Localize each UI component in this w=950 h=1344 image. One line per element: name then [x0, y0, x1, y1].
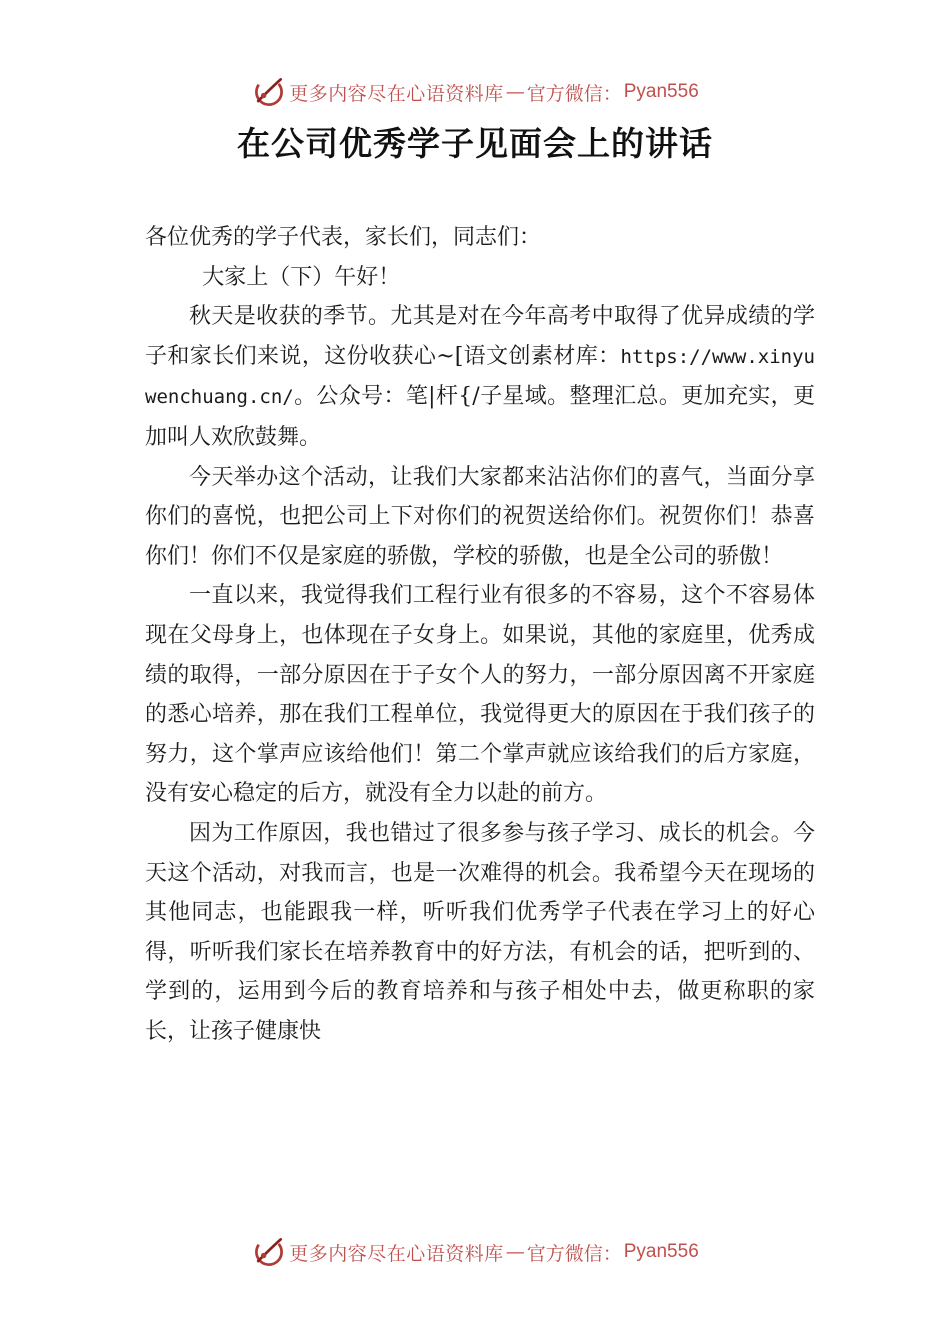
brush-swirl-logo-icon	[251, 1234, 287, 1270]
footer-promo-text: 更多内容尽在心语资料库	[289, 1242, 504, 1265]
footer-wechat-id: Pyan556	[623, 1241, 699, 1262]
header-wechat-label: 官方微信：	[526, 82, 622, 105]
paragraph-4: 因为工作原因，我也错过了很多参与孩子学习、成长的机会。今天这个活动，对我而言，也是一次难得的机会。我希望今天在现场的其他同志，也能跟我一样，听听我们优秀学子代表在学习上的好心得，听听我们家长在培养教育中的好方法，有机会的话，把听到的、学到的，运用到今后的教育培养和与孩子相处中去，做更称职的家长，让孩子健康快	[145, 820, 815, 1044]
brush-swirl-logo-icon	[251, 74, 287, 110]
paragraph-1	[145, 297, 815, 457]
salutation: 各位优秀的学子代表，家长们，同志们：	[145, 225, 542, 250]
header-wechat-id: Pyan556	[623, 81, 699, 102]
footer-banner	[0, 1232, 950, 1272]
paragraph-2: 今天举办这个活动，让我们大家都来沾沾你们的喜气，当面分享你们的喜悦，也把公司上下对你们的祝贺送给你们。祝贺你们！恭喜你们！你们不仅是家庭的骄傲，学校的骄傲，也是全公司的骄傲！	[145, 464, 815, 569]
header-banner	[0, 72, 950, 112]
paragraph-1-text-b: 。公众号：笔|杆{/子星域。整理汇总。更加充实，更加叫人欢欣鼓舞。	[145, 384, 815, 450]
paragraph-1-url: https://www.xinyuwenchuang.cn/	[145, 345, 815, 409]
header-promo-text: 更多内容尽在心语资料库	[289, 82, 504, 105]
greeting: 大家上（下）午好！	[202, 264, 401, 290]
footer-separator: —	[505, 1241, 525, 1263]
paragraph-3: 一直以来，我觉得我们工程行业有很多的不容易，这个不容易体现在父母身上，也体现在子女身上。如果说，其他的家庭里，优秀成绩的取得，一部分原因在于子女个人的努力，一部分原因离不开家庭的悉心培养，那在我们工程单位，我觉得更大的原因在于我们孩子的努力，这个掌声应该给他们！第二个掌声就应该给我们的后方家庭，没有安心稳定的后方，就没有全力以赴的前方。	[145, 583, 815, 807]
document-title: 在公司优秀学子见面会上的讲话	[237, 124, 713, 163]
paragraph-1-text-a: 秋天是收获的季节。尤其是对在今年高考中取得了优异成绩的学子和家长们来说，这份收获心~[语文创素材库：	[145, 304, 815, 369]
header-separator: —	[505, 81, 525, 103]
footer-wechat-label: 官方微信：	[526, 1242, 622, 1265]
document-body	[145, 218, 815, 1051]
